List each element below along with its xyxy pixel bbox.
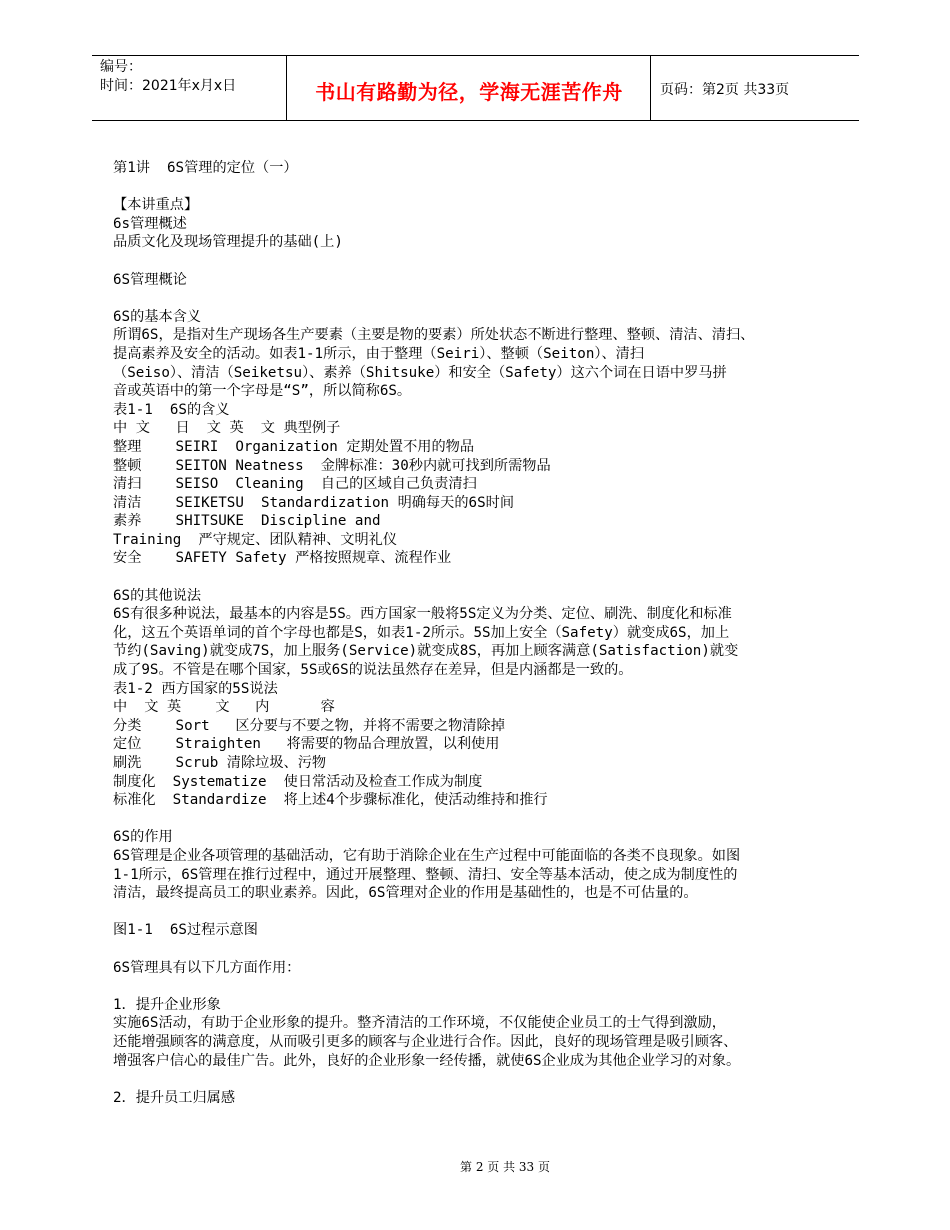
text-line: 6S管理是企业各项管理的基础活动，它有助于消除企业在生产过程中可能面临的各类不良现象。如图: [113, 847, 741, 864]
blank-line: [113, 903, 843, 922]
text-line: 定位 Straighten 将需要的物品合理放置，以利使用: [113, 736, 500, 753]
header-divider-right: [650, 56, 651, 120]
blank-line: [113, 568, 843, 587]
text-line: 2．提升员工归属感: [113, 1089, 236, 1106]
text-line: 刷洗 Scrub 清除垃圾、污物: [113, 755, 327, 771]
header-motto: 书山有路勤为径，学海无涯苦作舟: [315, 80, 623, 104]
text-line: 实施6S活动，有助于企业形象的提升。整齐清洁的工作环境，不仅能使企业员工的士气得到激励，: [113, 1015, 726, 1032]
text-line: 标准化 Standardize 将上述4个步骤标准化，使活动维持和推行: [113, 792, 548, 809]
text-line: 图1-1 6S过程示意图: [113, 922, 258, 939]
text-line: 6S的其他说法: [113, 587, 202, 604]
blank-line: [113, 940, 843, 959]
header-bottom-rule: [92, 120, 859, 121]
text-line: 整顿 SEITON Neatness 金牌标准：30秒内就可找到所需物品: [113, 457, 551, 474]
text-line: 第1讲 6S管理的定位（一）: [113, 160, 298, 176]
text-line: 中 文 日 文 英 文 典型例子: [113, 420, 341, 437]
text-line: 1-1所示，6S管理在推行过程中，通过开展整理、整顿、清扫、安全等基本活动，使之成为制度性的: [113, 866, 738, 883]
blank-line: [113, 977, 843, 996]
text-line: 制度化 Systematize 使日常活动及检查工作成为制度: [113, 773, 483, 790]
text-line: 1．提升企业形象: [113, 996, 221, 1013]
text-line: 6S的基本含义: [113, 308, 202, 325]
header-top-rule: [92, 55, 859, 56]
text-line: 表1-1 6S的含义: [113, 401, 230, 418]
header-page-number: 页码：第2页 共33页: [660, 82, 790, 98]
text-line: 【本讲重点】: [113, 197, 199, 214]
text-line: 清洁 SEIKETSU Standardization 明确每天的6S时间: [113, 494, 515, 511]
text-line: （Seiso）、清洁（Seiketsu）、素养（Shitsuke）和安全（Safety）这六个词在日语中罗马拼: [113, 364, 727, 381]
blank-line: [113, 1070, 843, 1089]
text-line: 提高素养及安全的活动。如表1-1所示，由于整理（Seiri）、整顿（Seiton）、清扫: [113, 345, 645, 362]
header-divider-left: [286, 56, 287, 120]
text-line: 清扫 SEISO Cleaning 自己的区域自己负责清扫: [113, 476, 477, 493]
text-line: 还能增强顾客的满意度，从而吸引更多的顾客与企业进行合作。因此，良好的现场管理是吸引顾客、: [113, 1033, 738, 1050]
text-line: 整理 SEIRI Organization 定期处置不用的物品: [113, 438, 475, 455]
text-line: 表1-2 西方国家的5S说法: [113, 680, 278, 697]
page-footer: 第 2 页 共 33 页: [460, 1160, 550, 1174]
blank-line: [113, 810, 843, 829]
blank-line: [113, 178, 843, 197]
text-line: 中 文 英 文 内 容: [113, 699, 335, 716]
text-line: 6S管理概论: [113, 271, 187, 288]
text-line: 化，这五个英语单词的首个字母也都是S，如表1-2所示。5S加上安全（Safety）就变成6S，加上: [113, 624, 730, 641]
text-line: Training 严守规定、团队精神、文明礼仪: [113, 531, 398, 548]
text-line: 品质文化及现场管理提升的基础(上): [113, 234, 343, 251]
document-body: [113, 159, 843, 1107]
text-line: 清洁，最终提高员工的职业素养。因此，6S管理对企业的作用是基础性的，也是不可估量的。: [113, 885, 698, 902]
text-line: 安全 SAFETY Safety 严格按照规章、流程作业: [113, 550, 452, 567]
text-line: 成了9S。不管是在哪个国家，5S或6S的说法虽然存在差异，但是内涵都是一致的。: [113, 662, 633, 679]
number-label: 编号：: [100, 59, 142, 75]
text-line: 音或英语中的第一个字母是“S”，所以简称6S。: [113, 383, 412, 400]
header-meta: [100, 58, 236, 96]
text-line: 增强客户信心的最佳广告。此外，良好的企业形象一经传播，就使6S企业成为其他企业学习的对象。: [113, 1052, 741, 1069]
text-line: 所谓6S，是指对生产现场各生产要素（主要是物的要素）所处状态不断进行整理、整顿、清洁、清扫、: [113, 327, 755, 344]
blank-line: [113, 252, 843, 271]
time-label: 时间：2021年x月x日: [100, 78, 237, 94]
text-line: 6S有很多种说法，最基本的内容是5S。西方国家一般将5S定义为分类、定位、刷洗、制度化和标准: [113, 606, 732, 623]
blank-line: [113, 289, 843, 308]
text-line: 6S管理具有以下几方面作用：: [113, 959, 301, 976]
text-line: 分类 Sort 区分要与不要之物，并将不需要之物清除掉: [113, 717, 505, 734]
text-line: 6s管理概述: [113, 215, 187, 232]
text-line: 6S的作用: [113, 829, 173, 846]
text-line: 节约(Saving)就变成7S，加上服务(Service)就变成8S，再加上顾客满意(Satisfaction)就变: [113, 643, 739, 660]
text-line: 素养 SHITSUKE Discipline and: [113, 513, 381, 530]
